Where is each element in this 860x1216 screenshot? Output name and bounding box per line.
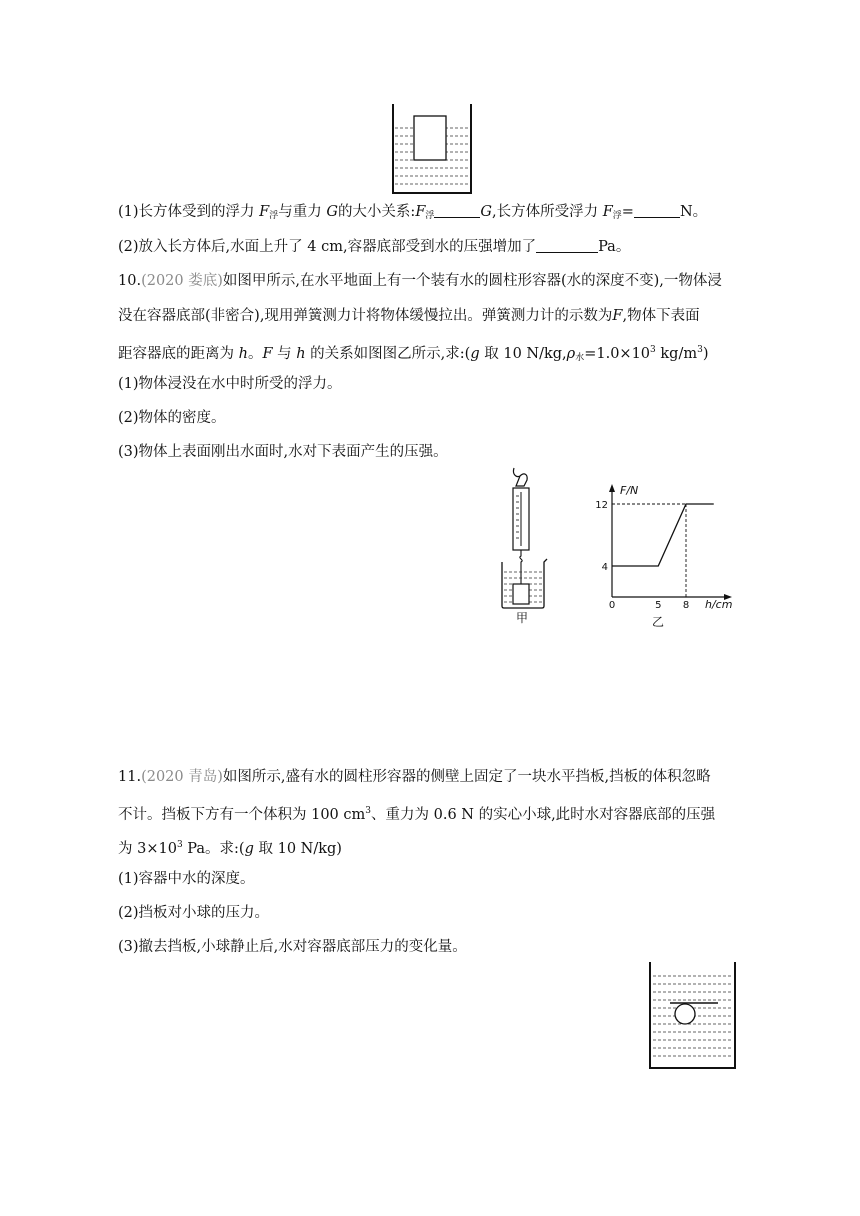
q10-figure-jia (494, 466, 550, 626)
immersed-object (513, 584, 529, 604)
q9-part2: (2)放入长方体后,水面上升了 4 cm,容器底部受到水的压强增加了 Pa。 (118, 239, 631, 255)
q11-sub2: (2)挡板对小球的压力。 (118, 905, 270, 921)
q10-sub1: (1)物体浸没在水中时所受的浮力。 (118, 376, 342, 392)
q10-chart-yi (592, 480, 742, 630)
q11-source: (2020 青岛) (141, 769, 223, 785)
x-tick-label: 5 (655, 600, 662, 611)
q10-line2: 没在容器底部(非密合),现用弹簧测力计将物体缓慢拉出。弹簧测力计的示数为F,物体下表面 (118, 308, 700, 324)
answer-blank[interactable] (634, 203, 680, 218)
y-tick-label: 12 (595, 500, 608, 511)
q11-line2: 不计。挡板下方有一个体积为 100 $cm^3$、重力为 0.6 N 的实心小球,此时水对容器底部的压强 (118, 806, 716, 823)
ball (675, 1004, 695, 1024)
q11-line3: 为 $3\times 10^3$ Pa。求:(g 取 10 N/kg) (118, 840, 342, 857)
q10-source: (2020 娄底) (141, 273, 223, 289)
q11-container-figure (648, 962, 740, 1072)
q9-container-figure (392, 104, 472, 196)
y-axis-label: F/N (620, 484, 639, 497)
q10-line3: 距容器底的距离为 h。F 与 h 的关系如图图乙所示,求:(g 取 10 $N/kg,\rho_水=1.0\times 10^3$ $kg/m^3$) (118, 345, 709, 363)
q10-sub2: (2)物体的密度。 (118, 410, 226, 426)
data-line-F-vs-h (612, 504, 714, 566)
q10-sub3: (3)物体上表面刚出水面时,水对下表面产生的压强。 (118, 444, 448, 460)
q9-block (414, 116, 446, 160)
figure-label-yi: 乙 (651, 615, 665, 629)
q11-line1: 11.(2020 青岛)如图所示,盛有水的圆柱形容器的侧壁上固定了一块水平挡板,挡板的体积忽略 (118, 769, 711, 785)
figure-label-jia: 甲 (515, 611, 529, 625)
y-axis-arrow (609, 484, 615, 492)
q9-part1: (1)长方体受到的浮力 $F_浮$与重力 G的大小关系$:F_浮$ G,长方体所受浮力 $F_浮= N$。 (118, 204, 708, 221)
hand-icon (513, 468, 527, 486)
q11-sub1: (1)容器中水的深度。 (118, 871, 255, 887)
q10-line1: 10.(2020 娄底)如图甲所示,在水平地面上有一个装有水的圆柱形容器(水的深度不变),一物体浸 (118, 273, 722, 289)
x-axis-label: h/cm (705, 598, 733, 611)
answer-blank[interactable] (434, 203, 480, 218)
y-tick-label: 4 (601, 562, 608, 573)
x-tick-label: 8 (682, 600, 690, 611)
q11-sub3: (3)撤去挡板,小球静止后,水对容器底部压力的变化量。 (118, 939, 467, 955)
origin-label: 0 (608, 600, 616, 611)
answer-blank[interactable] (536, 238, 598, 253)
